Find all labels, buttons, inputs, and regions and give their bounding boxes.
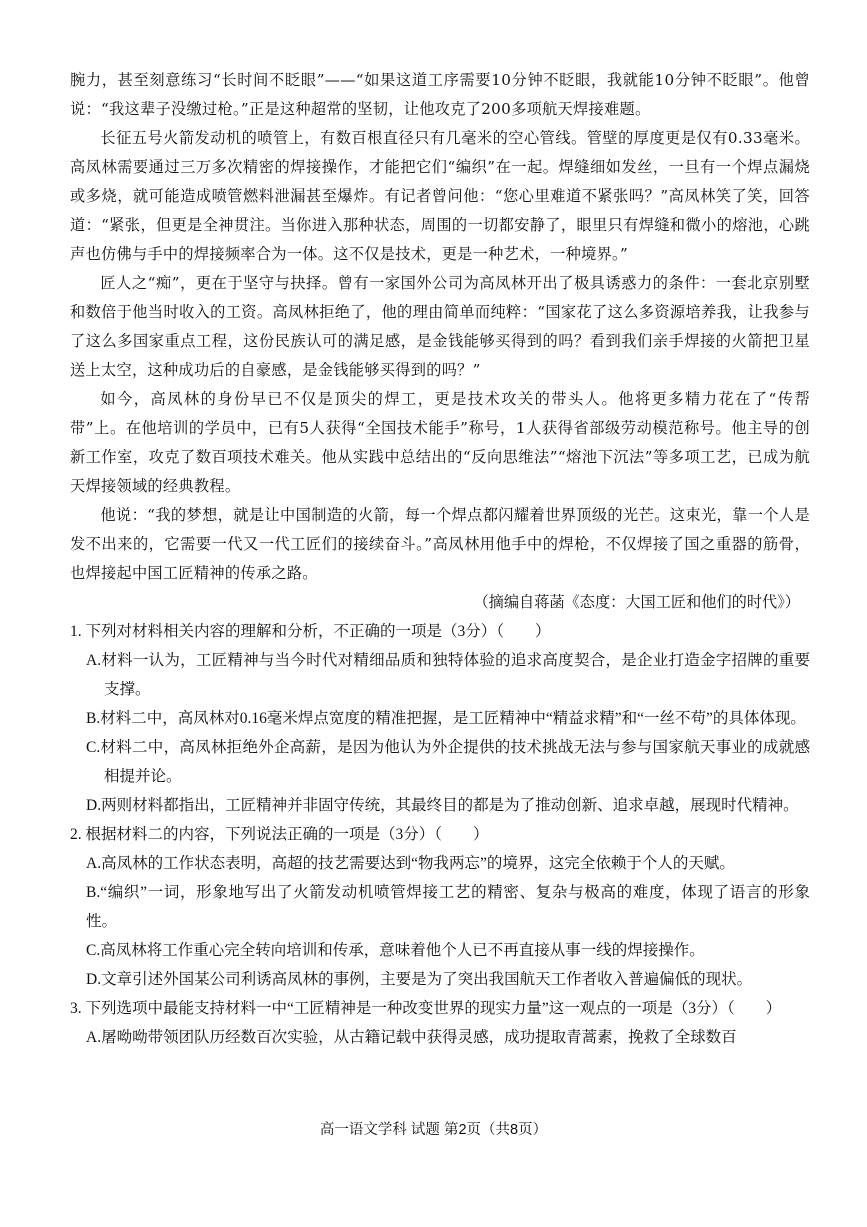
question-1-stem: 1. 下列对材料相关内容的理解和分析，不正确的一项是（3分）（ ） [70, 623, 551, 640]
question-1 [70, 617, 810, 820]
question-2 [70, 820, 810, 994]
question-2-option-c: C.高凤林将工作重心完全转向培训和传承，意味着他个人已不再直接从事一线的焊接操作。 [86, 942, 705, 959]
question-2-option-b: B.“编织”一词，形象地写出了火箭发动机喷管焊接工艺的精密、复杂与极高的难度，体现了语言的形象性。 [86, 884, 810, 930]
question-1-option-d: D.两则材料都指出，工匠精神并非固守传统，其最终目的都是为了推动创新、追求卓越，展现时代精神。 [86, 797, 799, 814]
question-2-option-d: D.文章引述外国某公司利诱高凤林的事例，主要是为了突出我国航天工作者收入普遍偏低的现状。 [86, 971, 753, 988]
passage-paragraph-3: 如今，高凤林的身份早已不仅是顶尖的焊工，更是技术攻关的带头人。他将更多精力花在了“传帮带”上。在他培训的学员中，已有5人获得“全国技术能手”称号，1人获得省部级劳动模范称号。他主导的创新工作室，攻克了数百项技术难关。他从实践中总结出的“反向思维法”“熔池下沉法”等多项工艺，已成为航天焊接领域的经典教程。 [70, 390, 810, 495]
question-3-option-a: A.屠呦呦带领团队历经数百次实验，从古籍记载中获得灵感，成功提取青蒿素，挽救了全球数百 [86, 1029, 737, 1046]
exam-page [70, 66, 810, 1052]
question-1-option-b: B.材料二中，高凤林对0.16毫米焊点宽度的精准把握，是工匠精神中“精益求精”和“一丝不苟”的具体体现。 [86, 710, 806, 727]
question-1-option-a: A.材料一认为，工匠精神与当今时代对精细品质和独特体验的追求高度契合，是企业打造金字招牌的重要支撑。 [86, 652, 810, 698]
question-1-option-c: C.材料二中，高凤林拒绝外企高薪，是因为他认为外企提供的技术挑战无法与参与国家航天事业的成就感相提并论。 [86, 739, 810, 785]
passage-paragraph-2: 匠人之“痴”，更在于坚守与抉择。曾有一家国外公司为高凤林开出了极具诱惑力的条件：一套北京别墅和数倍于他当时收入的工资。高凤林拒绝了，他的理由简单而纯粹：“国家花了这么多资源培养我，让我参与了这么多国家重点工程，这份民族认可的满足感，是金钱能够买得到的吗？看到我们亲手焊接的火箭把卫星送上太空，这种成功后的自豪感，是金钱能够买得到的吗？” [70, 274, 810, 379]
question-3 [70, 994, 810, 1052]
passage-source: （摘编自蒋菡《态度：大国工匠和他们的时代》） [473, 593, 800, 611]
question-2-option-a: A.高凤林的工作状态表明，高超的技艺需要达到“物我两忘”的境界，这完全依赖于个人的天赋。 [86, 855, 735, 872]
passage-paragraph-1: 长征五号火箭发动机的喷管上，有数百根直径只有几毫米的空心管线。管壁的厚度更是仅有0.33毫米。高凤林需要通过三万多次精密的焊接操作，才能把它们“编织”在一起。焊缝细如发丝，一旦有一个焊点漏烧或多烧，就可能造成喷管燃料泄漏甚至爆炸。有记者曾问他：“您心里难道不紧张吗？”高凤林笑了笑，回答道：“紧张，但更是全神贯注。当你进入那种状态，周围的一切都安静了，眼里只有焊缝和微小的熔池，心跳声也仿佛与手中的焊接频率合为一体。这不仅是技术，更是一种艺术，一种境界。” [70, 129, 810, 263]
passage-paragraph-0: 腕力，甚至刻意练习“长时间不眨眼”——“如果这道工序需要10分钟不眨眼，我就能10分钟不眨眼”。他曾说：“我这辈子没缴过枪。”正是这种超常的坚韧，让他攻克了200多项航天焊接难题。 [70, 71, 810, 118]
page-footer: 高一语文学科 试题 第2页（共8页） [319, 1122, 548, 1138]
passage-paragraph-4: 他说：“我的梦想，就是让中国制造的火箭，每一个焊点都闪耀着世界顶级的光芒。这束光，靠一个人是发不出来的，它需要一代又一代工匠们的接续奋斗。”高凤林用他手中的焊枪，不仅焊接了国之重器的筋骨，也焊接起中国工匠精神的传承之路。 [70, 506, 810, 582]
question-2-stem: 2. 根据材料二的内容，下列说法正确的一项是（3分）（ ） [70, 826, 489, 843]
question-3-stem: 3. 下列选项中最能支持材料一中“工匠精神是一种改变世界的现实力量”这一观点的一项是（3分）（ ） [70, 1000, 782, 1017]
